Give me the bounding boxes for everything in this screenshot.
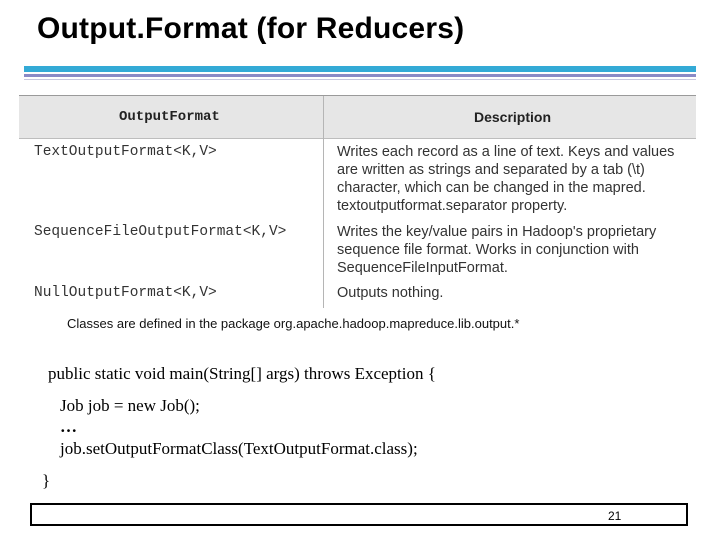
package-note: Classes are defined in the package org.apache.hadoop.mapreduce.lib.output.* — [67, 316, 520, 331]
header-output-format: OutputFormat — [119, 109, 220, 125]
slide-title: Output.Format (for Reducers) — [37, 12, 465, 45]
row-text-output-format-name: TextOutputFormat<K,V> — [34, 144, 217, 160]
description-line: character, which can be changed in the mapred. — [337, 180, 646, 196]
description-line: Outputs nothing. — [337, 285, 444, 301]
description-line: Writes the key/value pairs in Hadoop's proprietary — [337, 224, 657, 240]
code-line-closing-brace: } — [42, 471, 51, 490]
title-divider-tertiary — [24, 79, 696, 80]
description-line: textoutputformat.separator property. — [337, 198, 568, 214]
row-sequence-file-output-format-description — [337, 223, 687, 277]
header-description: Description — [474, 109, 552, 125]
row-sequence-file-output-format-name: SequenceFileOutputFormat<K,V> — [34, 224, 287, 240]
row-null-output-format-name: NullOutputFormat<K,V> — [34, 285, 217, 301]
row-null-output-format-description — [337, 284, 687, 302]
code-line-set-output-format: job.setOutputFormatClass(TextOutputFormat.class); — [60, 439, 418, 458]
column-divider — [323, 96, 324, 308]
code-line-ellipsis: … — [60, 417, 77, 436]
table-header — [19, 96, 696, 139]
description-line: Writes each record as a line of text. Keys and values — [337, 144, 675, 160]
description-line: are written as strings and separated by a tab (\t) — [337, 162, 645, 178]
slide-footer — [30, 503, 688, 526]
title-divider-primary — [24, 66, 696, 72]
output-format-table — [19, 95, 696, 308]
row-text-output-format-description — [337, 143, 687, 215]
title-divider-secondary — [24, 74, 696, 77]
description-line: sequence file format. Works in conjunction with — [337, 242, 639, 258]
description-line: SequenceFileInputFormat. — [337, 260, 508, 276]
code-line-main-signature: public static void main(String[] args) throws Exception { — [48, 364, 436, 383]
code-line-job-creation: Job job = new Job(); — [60, 396, 200, 415]
page-number: 21 — [608, 509, 622, 523]
